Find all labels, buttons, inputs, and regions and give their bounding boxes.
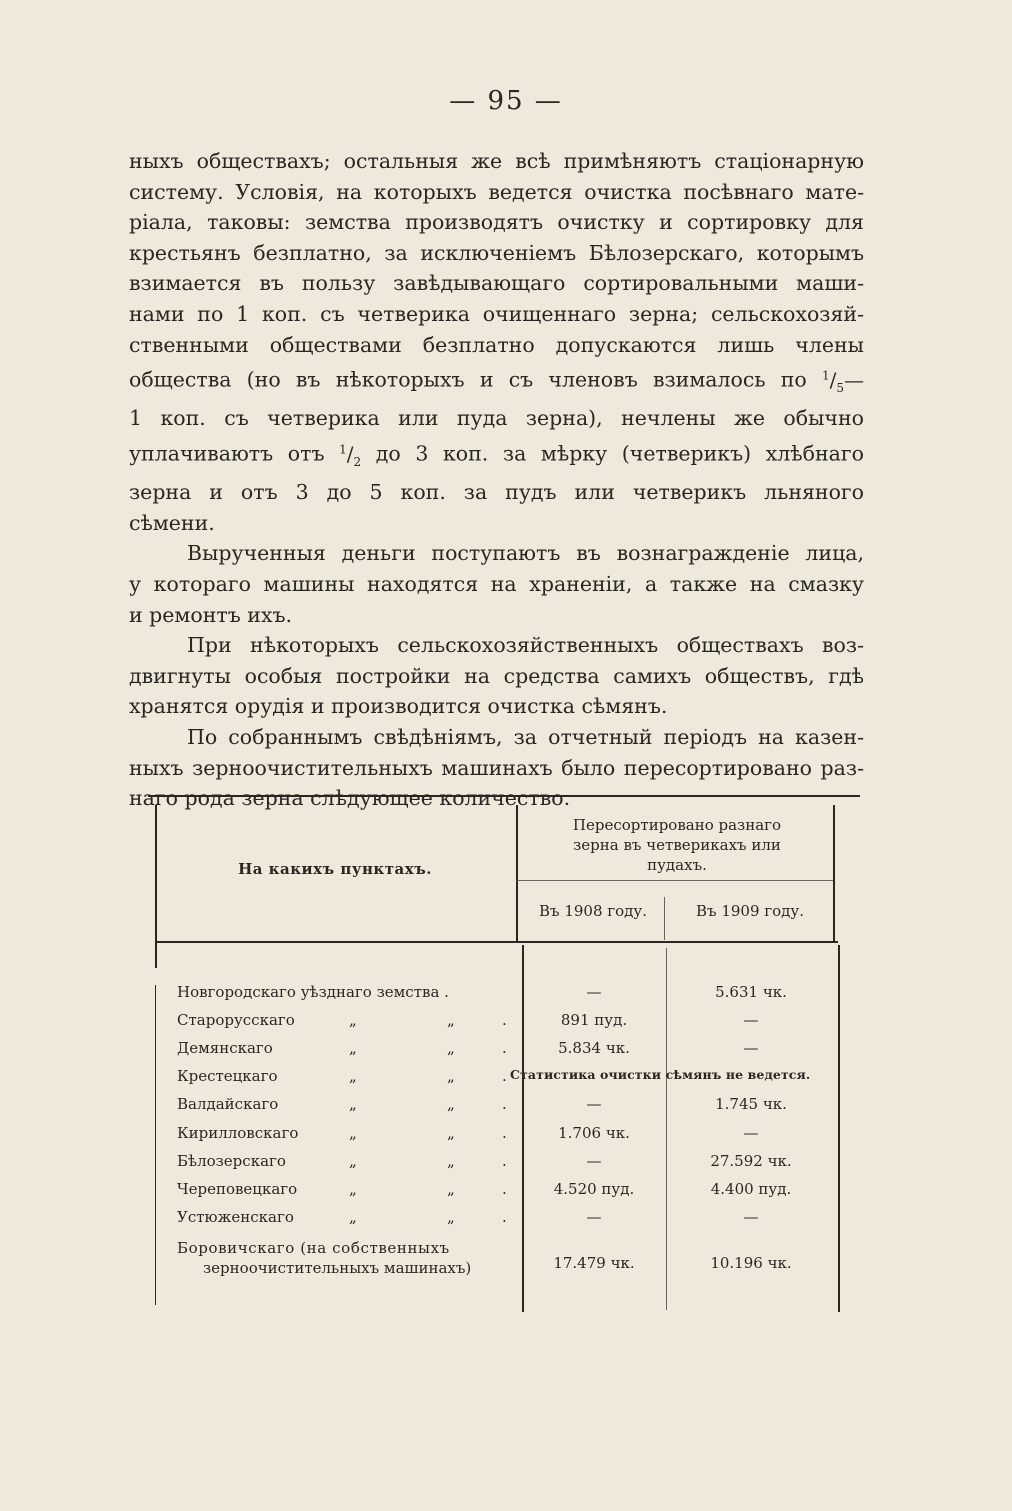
place-name: Устюженскаго [177,1208,294,1226]
text-line: ственными обществами безплатно допускаются лишь члены [129,332,864,357]
text-line-with-fraction [129,360,864,403]
place-name: Кирилловскаго [177,1124,299,1142]
value-1908: 17.479 чк. [553,1254,635,1272]
leader-dot: . [502,1208,507,1226]
ditto-mark: „ [349,1208,357,1226]
value-1908: 5.834 чк. [558,1039,630,1057]
fraction-numerator: 1 [339,442,347,456]
table-row [177,1124,832,1148]
value-1909: 1.745 чк. [715,1095,787,1113]
text-line: хранятся орудія и производится очистка сѣмянъ. [129,694,668,719]
table-row [177,1180,832,1204]
table-top-rule [148,795,860,797]
place-name: Новгородскаго уѣзднаго земства . [177,983,449,1001]
spanning-note: Статистика очистки сѣмянъ не ведется. [510,1067,811,1082]
ditto-mark: „ [349,1152,357,1170]
text-line: При нѣкоторыхъ сельскохозяйственныхъ обществахъ воз- [187,633,864,658]
leader-dot: . [502,1011,507,1029]
text-line: взимается въ пользу завѣдывающаго сортировальными маши- [129,271,864,296]
header-bottom-rule [156,941,838,943]
value-1908: — [586,1208,602,1226]
text-line: сѣмени. [129,510,215,535]
table-row [177,1095,832,1119]
fraction-numerator: 1 [821,368,830,383]
header-quantity-line: зерна въ четверикахъ или [573,836,781,854]
table-row [177,1039,832,1063]
value-1909: — [743,1039,759,1057]
place-name: Валдайскаго [177,1095,279,1113]
ditto-mark: „ [349,1095,357,1113]
page-number: — 95 — [449,86,563,116]
place-name-line: Боровичскаго (на собственныхъ [177,1239,450,1257]
ditto-mark: „ [447,1067,455,1085]
place-name: Демянскаго [177,1039,273,1057]
leader-dot: . [502,1067,507,1085]
leader-dot: . [502,1124,507,1142]
value-1909: — [743,1208,759,1226]
value-1908: 891 пуд. [560,1011,628,1029]
table-left-border-lower [155,985,156,1305]
header-year-1909: Въ 1909 году. [696,902,804,920]
header-places: На какихъ пунктахъ. [238,860,432,878]
value-1908: — [586,1152,602,1170]
ditto-mark: „ [349,1180,357,1198]
header-quantity [522,815,832,875]
ditto-mark: „ [447,1208,455,1226]
text-segment: уплачиваютъ отъ [129,441,325,466]
value-1908: 1.706 чк. [558,1124,630,1142]
table-right-border-lower [838,945,840,1312]
text-line: ріала, таковы: земства производятъ очистку и сортировку для [129,210,864,235]
fraction-denominator: 2 [353,454,362,469]
text-line: систему. Условія, на которыхъ ведется очистка посѣвнаго мате- [129,179,864,204]
leader-dot: . [502,1180,507,1198]
table-row [177,1152,832,1176]
leader-dot: . [502,1039,507,1057]
header-quantity-line: Пересортировано разнаго [572,816,782,834]
fraction-denominator: 5 [836,380,844,395]
ditto-mark: „ [447,1152,455,1170]
value-1908: 4.520 пуд. [553,1180,635,1198]
place-name: Крестецкаго [177,1067,278,1085]
ditto-mark: „ [447,1011,455,1029]
table-row [177,1208,832,1232]
text-segment: до 3 коп. за мѣрку (четверикъ) хлѣбнаго [375,441,864,466]
text-line: двигнуты особыя постройки на средства самихъ обществъ, гдѣ [129,663,864,688]
header-year-1908: Въ 1908 году. [539,902,647,920]
text-line: крестьянъ безплатно, за исключеніемъ Бѣлозерскаго, которымъ [129,240,864,265]
ditto-mark: „ [349,1067,357,1085]
ditto-mark: „ [447,1039,455,1057]
text-line: Вырученныя деньги поступаютъ въ вознагражденіе лица, [187,541,864,566]
ditto-mark: „ [447,1095,455,1113]
fraction-tail: — [843,367,864,392]
text-line-with-fraction [129,434,864,477]
text-line: наго рода зерна слѣдующее количество. [129,786,571,811]
value-1908: — [586,1095,602,1113]
leader-dot: . [502,1152,507,1170]
place-name: Бѣлозерскаго [177,1152,286,1170]
text-line: 1 коп. съ четверика или пуда зерна), нечлены же обычно [129,406,864,431]
fraction: $^1/_2$ [339,441,362,469]
text-line: ныхъ обществахъ; остальныя же всѣ примѣняютъ стаціонарную [129,149,864,173]
value-1909: — [743,1011,759,1029]
text-line: По собраннымъ свѣдѣніямъ, за отчетный періодъ на казен- [187,725,864,749]
fraction: $^1/_5—$ [821,367,864,395]
text-line: зерна и отъ 3 до 5 коп. за пудъ или четверикъ льняного [129,480,864,505]
value-1909: 27.592 чк. [710,1152,792,1170]
ditto-mark: „ [349,1011,357,1029]
table-left-border [155,805,157,968]
body-text [129,146,864,814]
place-name: Старорусскаго [177,1011,295,1029]
table-row [177,1011,832,1035]
text-segment: общества (но въ нѣкоторыхъ и съ членовъ взималось по [129,367,807,392]
ditto-mark: „ [447,1124,455,1142]
ditto-mark: „ [349,1039,357,1057]
ditto-mark: „ [349,1124,357,1142]
value-1908: — [586,983,602,1001]
table-right-border [833,805,835,942]
table-header-divider [516,805,518,942]
header-quantity-line: пудахъ. [647,856,707,874]
header-subrule [517,880,833,881]
place-name-line: зерноочистительныхъ машинахъ) [203,1259,472,1277]
year-divider [664,897,665,940]
table-row-values [177,1254,832,1278]
table-row [177,1067,832,1091]
place-name: Череповецкаго [177,1180,298,1198]
text-line: у котораго машины находятся на храненіи, а также на смазку [129,572,864,597]
text-line: и ремонтъ ихъ. [129,602,293,627]
value-1909: 5.631 чк. [715,983,787,1001]
text-line: ныхъ зерноочистительныхъ машинахъ было пересортировано раз- [129,755,864,780]
value-1909: — [743,1124,759,1142]
text-line: нами по 1 коп. съ четверика очищеннаго зерна; сельскохозяй- [129,301,864,326]
value-1909: 10.196 чк. [710,1254,792,1272]
leader-dot: . [502,1095,507,1113]
table-row [177,983,832,1007]
ditto-mark: „ [447,1180,455,1198]
value-1909: 4.400 пуд. [710,1180,792,1198]
